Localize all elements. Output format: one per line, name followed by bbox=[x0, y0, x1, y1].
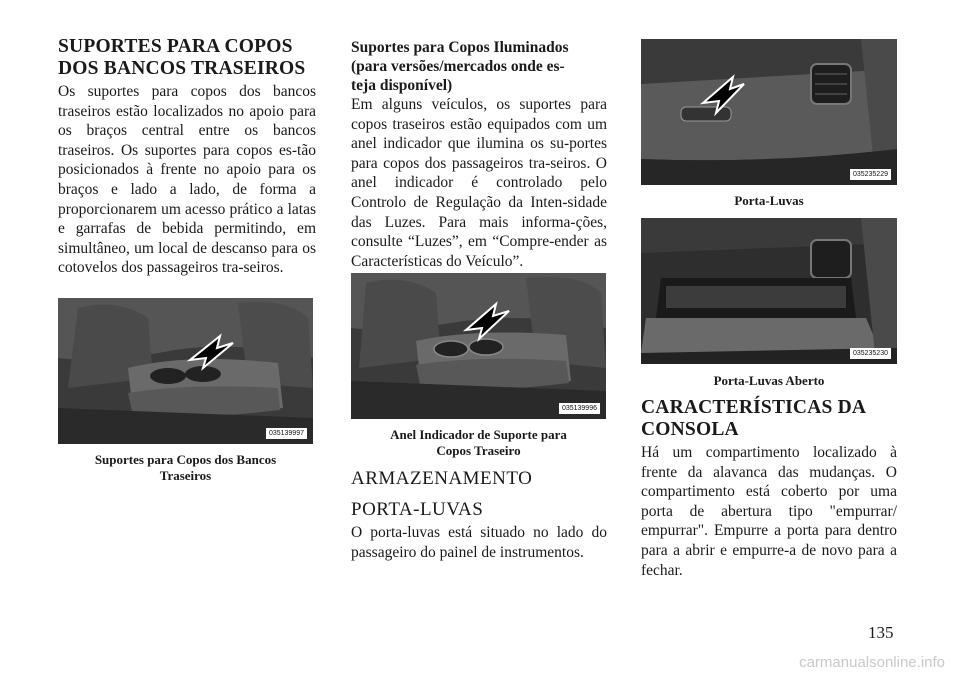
figure-code: 035235230 bbox=[850, 348, 891, 359]
subheading-line-1: Suportes para Copos Iluminados bbox=[351, 39, 569, 56]
section-heading-console-features bbox=[641, 397, 897, 441]
paragraph-glove-box: O porta-luvas está situado no lado do passageiro do painel de instrumentos. bbox=[351, 524, 607, 561]
paragraph-console: Há um compartimento localizado à frente da alavanca das mudanças. O compartimento está coberto por uma porta de abertura tipo "empurrar/ empurrar". Empurre a porta para dentro para a abrir e empurre-a de novo para a fechar. bbox=[641, 444, 897, 579]
heading-line-2: DOS BANCOS TRASEIROS bbox=[58, 58, 306, 79]
figure-caption-rear-cupholders bbox=[58, 452, 313, 484]
glove-box-photo bbox=[641, 39, 897, 185]
cupholder-ring-photo bbox=[351, 273, 606, 419]
caption-line-2: Traseiros bbox=[159, 468, 212, 483]
paragraph-rear-cupholders: Os suportes para copos dos bancos traseiros estão localizados no apoio para os braços central entre os bancos traseiros. Os suportes para copos es-tão posicionados à frente no apoio para os braços e lado a lado, de forma a proporcionarem um acesso prático a latas e garrafas de bebida permitindo, em simultâneo, um local de descanso para os cotovelos dos passageiros tra-seiros. bbox=[58, 83, 316, 277]
section-heading-rear-cupholders bbox=[58, 36, 316, 80]
subheading-illuminated-cupholders bbox=[351, 38, 607, 95]
figure-code: 035139996 bbox=[559, 403, 600, 414]
rear-cupholders-photo bbox=[58, 298, 313, 444]
caption-line-2: Copos Traseiro bbox=[436, 443, 521, 458]
subheading-line-3: teja disponível) bbox=[351, 77, 453, 94]
figure-caption-glove-box: Porta-Luvas bbox=[734, 193, 804, 208]
heading-line-1: SUPORTES PARA COPOS bbox=[58, 36, 293, 57]
subheading-line-2: (para versões/mercados onde es- bbox=[351, 58, 565, 75]
heading-line-2: CONSOLA bbox=[641, 419, 739, 440]
figure-caption-cupholder-ring bbox=[351, 427, 606, 459]
footer-watermark: carmanualsonline.info bbox=[799, 654, 945, 671]
figure-caption-glove-box-open: Porta-Luvas Aberto bbox=[713, 373, 825, 388]
glove-box-open-photo bbox=[641, 218, 897, 364]
subheading-glove-box: PORTA-LUVAS bbox=[351, 499, 484, 520]
paragraph-illuminated-cupholders: Em alguns veículos, os suportes para copos traseiros estão equipados com um anel indicador que ilumina os su-portes para copos dos passageiros tra-seiros. O anel indicador é controlado pelo Controlo de Regulação da Inten-sidade das Luzes. Para mais informa-ções, consulte “Luzes”, em “Compre-ender as Características do Veículo”. bbox=[351, 96, 607, 270]
caption-line-1: Suportes para Copos dos Bancos bbox=[94, 452, 277, 467]
heading-line-1: CARACTERÍSTICAS DA bbox=[641, 397, 867, 418]
figure-code: 035235229 bbox=[850, 169, 891, 180]
section-heading-storage: ARMAZENAMENTO bbox=[351, 468, 533, 489]
page-number: 135 bbox=[868, 623, 894, 642]
caption-line-1: Anel Indicador de Suporte para bbox=[390, 427, 567, 442]
figure-code: 035139997 bbox=[266, 428, 307, 439]
